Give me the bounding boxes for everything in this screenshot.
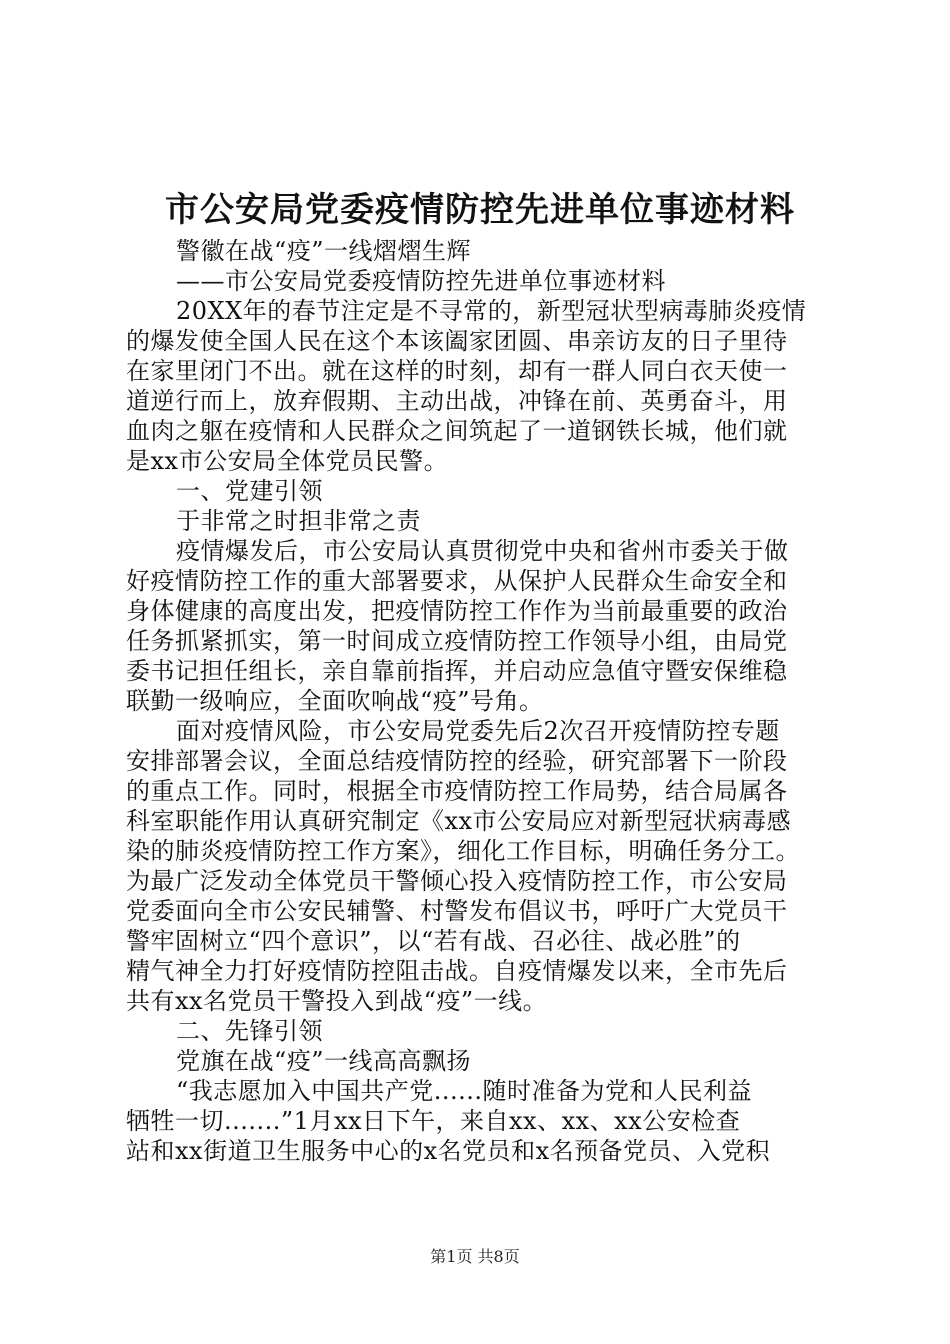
page-footer: 第1页 共8页 — [430, 1247, 520, 1266]
text-line: 党旗在战“疫”一线高高飘扬 — [176, 1047, 472, 1075]
text-line: 血肉之躯在疫情和人民群众之间筑起了一道钢铁长城，他们就 — [126, 417, 788, 445]
text-line: 联勤一级响应，全面吹响战“疫”号角。 — [126, 687, 544, 715]
document-body — [126, 236, 826, 1166]
text-line: 安排部署会议，全面总结疫情防控的经验，研究部署下一阶段 — [126, 747, 788, 775]
text-line: 为最广泛发动全体党员干警倾心投入疫情防控工作，市公安局 — [126, 867, 788, 895]
text-line: 牺牲一切.......”1月xx日下午，来自xx、xx、xx公安检查 — [126, 1107, 741, 1135]
text-line: ——市公安局党委疫情防控先进单位事迹材料 — [176, 267, 666, 295]
text-line: 警徽在战“疫”一线熠熠生辉 — [176, 237, 472, 265]
text-line: 的爆发使全国人民在这个本该阖家团圆、串亲访友的日子里待 — [126, 327, 788, 355]
text-line: 二、先锋引领 — [176, 1017, 323, 1045]
text-line: 的重点工作。同时，根据全市疫情防控工作局势，结合局属各 — [126, 777, 788, 805]
document-title: 市公安局党委疫情防控先进单位事迹材料 — [165, 190, 795, 230]
text-line: 面对疫情风险，市公安局党委先后2次召开疫情防控专题 — [176, 717, 780, 745]
text-line: 是xx市公安局全体党员民警。 — [126, 447, 449, 475]
text-line: 站和xx街道卫生服务中心的x名党员和x名预备党员、入党积 — [126, 1137, 771, 1165]
text-line: 任务抓紧抓实，第一时间成立疫情防控工作领导小组，由局党 — [126, 627, 788, 655]
text-line: 科室职能作用认真研究制定《xx市公安局应对新型冠状病毒感 — [126, 807, 792, 835]
text-line: 染的肺炎疫情防控工作方案》，细化工作目标，明确任务分工。 — [126, 837, 800, 865]
text-line: 好疫情防控工作的重大部署要求，从保护人民群众生命安全和 — [126, 567, 788, 595]
text-line: 警牢固树立“四个意识”，以“若有战、召必往、战必胜”的 — [126, 927, 741, 955]
text-line: 疫情爆发后，市公安局认真贯彻党中央和省州市委关于做 — [176, 537, 789, 565]
text-line: 20XX年的春节注定是不寻常的，新型冠状型病毒肺炎疫情 — [176, 297, 807, 325]
text-line: 党委面向全市公安民辅警、村警发布倡议书，呼吁广大党员干 — [126, 897, 788, 925]
text-line: 一、党建引领 — [176, 477, 323, 505]
text-line: “我志愿加入中国共产党......随时准备为党和人民利益 — [176, 1077, 753, 1105]
text-line: 共有xx名党员干警投入到战“疫”一线。 — [126, 987, 548, 1015]
text-line: 道逆行而上，放弃假期、主动出战，冲锋在前、英勇奋斗，用 — [126, 387, 788, 415]
text-line: 身体健康的高度出发，把疫情防控工作作为当前最重要的政治 — [126, 597, 788, 625]
text-line: 委书记担任组长，亲自靠前指挥，并启动应急值守暨安保维稳 — [126, 657, 788, 685]
text-line: 精气神全力打好疫情防控阻击战。自疫情爆发以来，全市先后 — [126, 957, 788, 985]
text-line: 于非常之时担非常之责 — [176, 507, 421, 535]
text-line: 在家里闭门不出。就在这样的时刻，却有一群人同白衣天使一 — [126, 357, 788, 385]
